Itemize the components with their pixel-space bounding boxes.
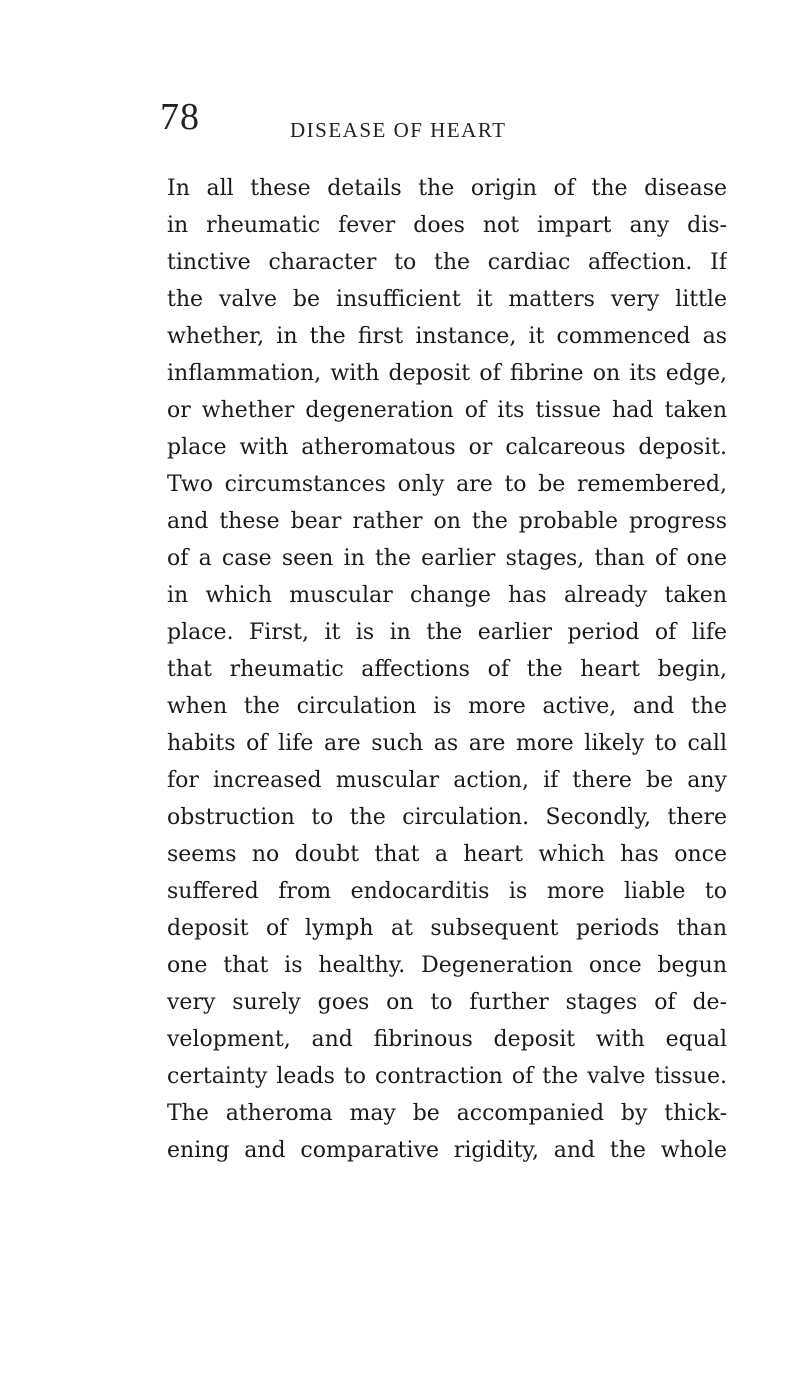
text-line: habits of life are such as are more likely to call [167, 731, 727, 756]
text-line: The atheroma may be accompanied by thick- [167, 1101, 727, 1126]
text-line: In all these details the origin of the disease [167, 176, 727, 201]
text-line: obstruction to the circulation. Secondly, there [167, 805, 727, 830]
text-line: for increased muscular action, if there be any [167, 768, 727, 793]
text-line: velopment, and fibrinous deposit with equal [167, 1027, 727, 1052]
text-line: certainty leads to contraction of the valve tissue. [167, 1064, 727, 1089]
text-line: inflammation, with deposit of fibrine on its edge, [167, 361, 727, 386]
text-line: when the circulation is more active, and the [167, 694, 727, 719]
text-line: in rheumatic fever does not impart any dis- [167, 213, 727, 238]
text-line: the valve be insufficient it matters very little [167, 287, 727, 312]
text-line: ening and comparative rigidity, and the whole [167, 1138, 727, 1163]
text-line: of a case seen in the earlier stages, than of one [167, 546, 727, 571]
text-line: very surely goes on to further stages of de- [167, 990, 727, 1015]
text-line: deposit of lymph at subsequent periods than [167, 916, 727, 941]
text-line: and these bear rather on the probable progress [167, 509, 727, 534]
text-line: whether, in the first instance, it commenced as [167, 324, 727, 349]
page-number: 78 [160, 96, 200, 138]
text-line: suffered from endocarditis is more liable to [167, 879, 727, 904]
text-line: seems no doubt that a heart which has once [167, 842, 727, 867]
text-line: Two circumstances only are to be remembered, [167, 472, 727, 497]
text-line: or whether degeneration of its tissue had taken [167, 398, 727, 423]
running-head: DISEASE OF HEART [290, 118, 507, 142]
text-line: in which muscular change has already taken [167, 583, 727, 608]
text-line: place with atheromatous or calcareous deposit. [167, 435, 727, 460]
text-line: place. First, it is in the earlier period of life [167, 620, 727, 645]
text-line: that rheumatic affections of the heart begin, [167, 657, 727, 682]
body-text [167, 170, 727, 1169]
text-line: tinctive character to the cardiac affection. If [167, 250, 727, 275]
text-line: one that is healthy. Degeneration once begun [167, 953, 727, 978]
